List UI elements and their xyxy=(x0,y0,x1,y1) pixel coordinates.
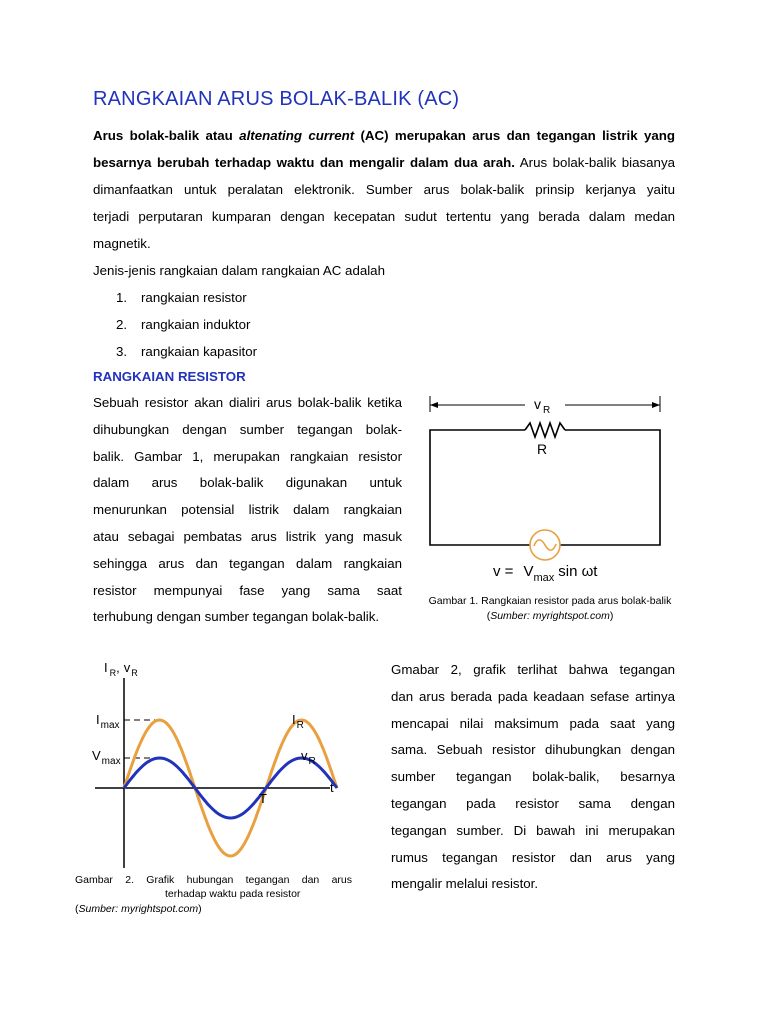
resistor-icon xyxy=(525,423,565,437)
resistor-line: sehingga arus dan tegangan dalam rangkaian xyxy=(93,555,402,571)
sine-graph xyxy=(90,658,350,870)
intro-line-1 xyxy=(93,122,675,149)
intro-line2-rest: Arus bolak-balik biasanya xyxy=(519,155,675,170)
intro-line-2 xyxy=(93,149,675,176)
intro-after-term: (AC) merupakan arus dan tegangan listrik yang xyxy=(360,128,675,143)
resistor-paragraph xyxy=(93,390,402,631)
graph-line: mencapai nilai maksimum pada saat yang xyxy=(391,715,675,731)
graph-line: dan arus berada pada keadaan sefase artinya xyxy=(391,688,675,704)
figure1-source-label: Sumber: myrightspot.com xyxy=(490,610,610,622)
resistor-line: dalam arus bolak-balik digunakan untuk xyxy=(93,475,402,491)
intro-line-5: magnetik. xyxy=(93,236,151,251)
intro-line-4: terjadi perputaran kumparan dengan kecepatan sudut tertentu yang berada dalam medan xyxy=(93,209,675,224)
figure1-caption: Gambar 1. Rangkaian resistor pada arus bolak-balik xyxy=(428,595,672,607)
graph-line: rumus tegangan resistor dan arus yang xyxy=(391,849,675,865)
resistor-line: terhubung dengan sumber tegangan bolak-balik. xyxy=(93,609,380,625)
graph-line: mengalir melalui resistor. xyxy=(391,876,539,892)
resistor-line: resistor mempunyai fase yang sama saat xyxy=(93,582,402,598)
vmax-label: $V_{max}$ xyxy=(92,748,121,767)
resistor-label: R xyxy=(537,441,548,457)
intro-term: altenating current xyxy=(239,128,355,143)
figure2-caption xyxy=(75,873,352,901)
list-item-label: rangkaian kapasitor xyxy=(141,344,258,359)
graph-line: tegangan pada resistor sama dengan xyxy=(391,795,675,811)
types-intro: Jenis-jenis rangkaian dalam rangkaian AC adalah xyxy=(93,263,385,278)
list-item xyxy=(116,284,247,311)
figure2-source-label: Sumber: myrightspot.com xyxy=(78,903,199,915)
vr-label: v $_R$ xyxy=(534,396,551,416)
figure2-source: (Sumber: myrightspot.com) xyxy=(75,903,202,915)
list-item-number: 2. xyxy=(116,317,128,332)
intro-lead: Arus bolak-balik atau xyxy=(93,128,233,143)
resistor-line: menurunkan potensial listrik dalam rangkaian xyxy=(93,502,402,518)
page-title: RANGKAIAN ARUS BOLAK-BALIK (AC) xyxy=(93,88,460,110)
intro-line-3: dimanfaatkan untuk peralatan elektronik. Sumber arus bolak-balik prinsip kerjanya yaitu xyxy=(93,182,675,197)
figure1-source: (Sumber: myrightspot.com) xyxy=(486,610,614,622)
resistor-line: Sebuah resistor akan dialiri arus bolak-balik ketika xyxy=(93,395,402,410)
arrow-left-icon xyxy=(430,402,438,408)
imax-label: $I_{max}$ xyxy=(96,712,120,731)
list-item-label: rangkaian induktor xyxy=(141,317,251,332)
t-axis-label: t xyxy=(330,780,334,795)
graph-line: Gmabar 2, grafik terlihat bahwa tegangan xyxy=(391,662,675,677)
resistor-line: balik. Gambar 1, merupakan rangkaian resistor xyxy=(93,448,402,464)
list-item xyxy=(116,311,250,338)
current-curve-label: $I_R$ xyxy=(292,712,304,731)
section-title: RANGKAIAN RESISTOR xyxy=(93,369,246,384)
arrow-right-icon xyxy=(652,402,660,408)
list-item-number: 3. xyxy=(116,344,128,359)
circuit-diagram xyxy=(420,390,670,590)
resistor-line: dihubungkan dengan sumber tegangan bolak- xyxy=(93,421,402,437)
y-axis-label: I $_R$, $v_R$ xyxy=(104,660,138,678)
figure2-caption-line: terhadap waktu pada resistor xyxy=(165,888,301,900)
figure2-caption-line: Gambar 2. Grafik hubungan tegangan dan arus xyxy=(75,874,352,886)
voltage-curve-label: $v_R$ xyxy=(301,748,316,767)
graph-paragraph xyxy=(391,657,675,898)
graph-line: tegangan sumber. Di bawah ini merupakan xyxy=(391,822,675,838)
graph-line: sumber tegangan bolak-balik, besarnya xyxy=(391,769,675,785)
equation: $v = V_{max}$ sin ωt xyxy=(493,563,598,584)
list-item-label: rangkaian resistor xyxy=(141,290,247,305)
resistor-line: atau sebagai pembatas arus listrik yang masuk xyxy=(93,528,402,544)
list-item-number: 1. xyxy=(116,290,128,305)
graph-line: sama. Sebuah resistor dihubungkan dengan xyxy=(391,742,675,758)
list-item xyxy=(116,338,257,365)
period-label: T xyxy=(259,791,267,806)
intro-bold-sentence: besarnya berubah terhadap waktu dan mengalir dalam dua arah. xyxy=(93,155,515,170)
